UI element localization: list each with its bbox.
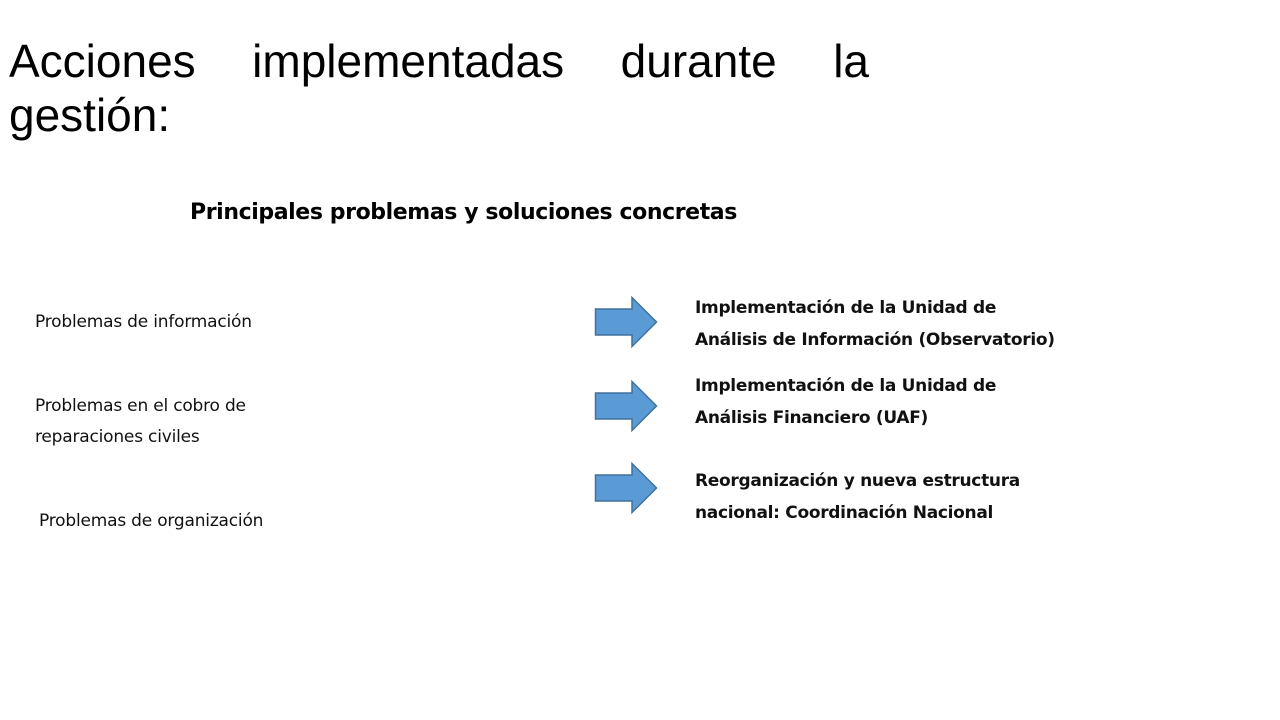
solution-text-uaf — [695, 370, 996, 434]
problem-text-organization — [39, 506, 263, 537]
solution-line: Análisis de Información (Observatorio) — [695, 330, 1055, 350]
problem-text-information — [35, 307, 252, 338]
problem-text-civil-reparations — [35, 391, 246, 453]
problem-line: Problemas de organización — [39, 511, 264, 531]
solution-line: nacional: Coordinación Nacional — [695, 503, 994, 523]
problem-line: Problemas en el cobro de — [35, 396, 246, 416]
solution-text-observatorio — [695, 292, 1055, 356]
problem-line: reparaciones civiles — [35, 427, 200, 447]
solution-text-coordinacion-nacional — [695, 465, 1020, 529]
solution-line: Reorganización y nueva estructura — [695, 471, 1020, 491]
solution-line: Análisis Financiero (UAF) — [695, 408, 928, 428]
problem-line: Problemas de información — [35, 312, 252, 332]
slide-subtitle: Principales problemas y soluciones concretas — [190, 200, 737, 225]
solution-line: Implementación de la Unidad de — [695, 376, 997, 396]
slide-title: Acciones implementadas durante la gestión: — [9, 35, 869, 141]
solution-line: Implementación de la Unidad de — [695, 298, 997, 318]
right-arrow-icon — [594, 462, 658, 514]
right-arrow-icon — [594, 296, 658, 348]
right-arrow-icon — [594, 380, 658, 432]
